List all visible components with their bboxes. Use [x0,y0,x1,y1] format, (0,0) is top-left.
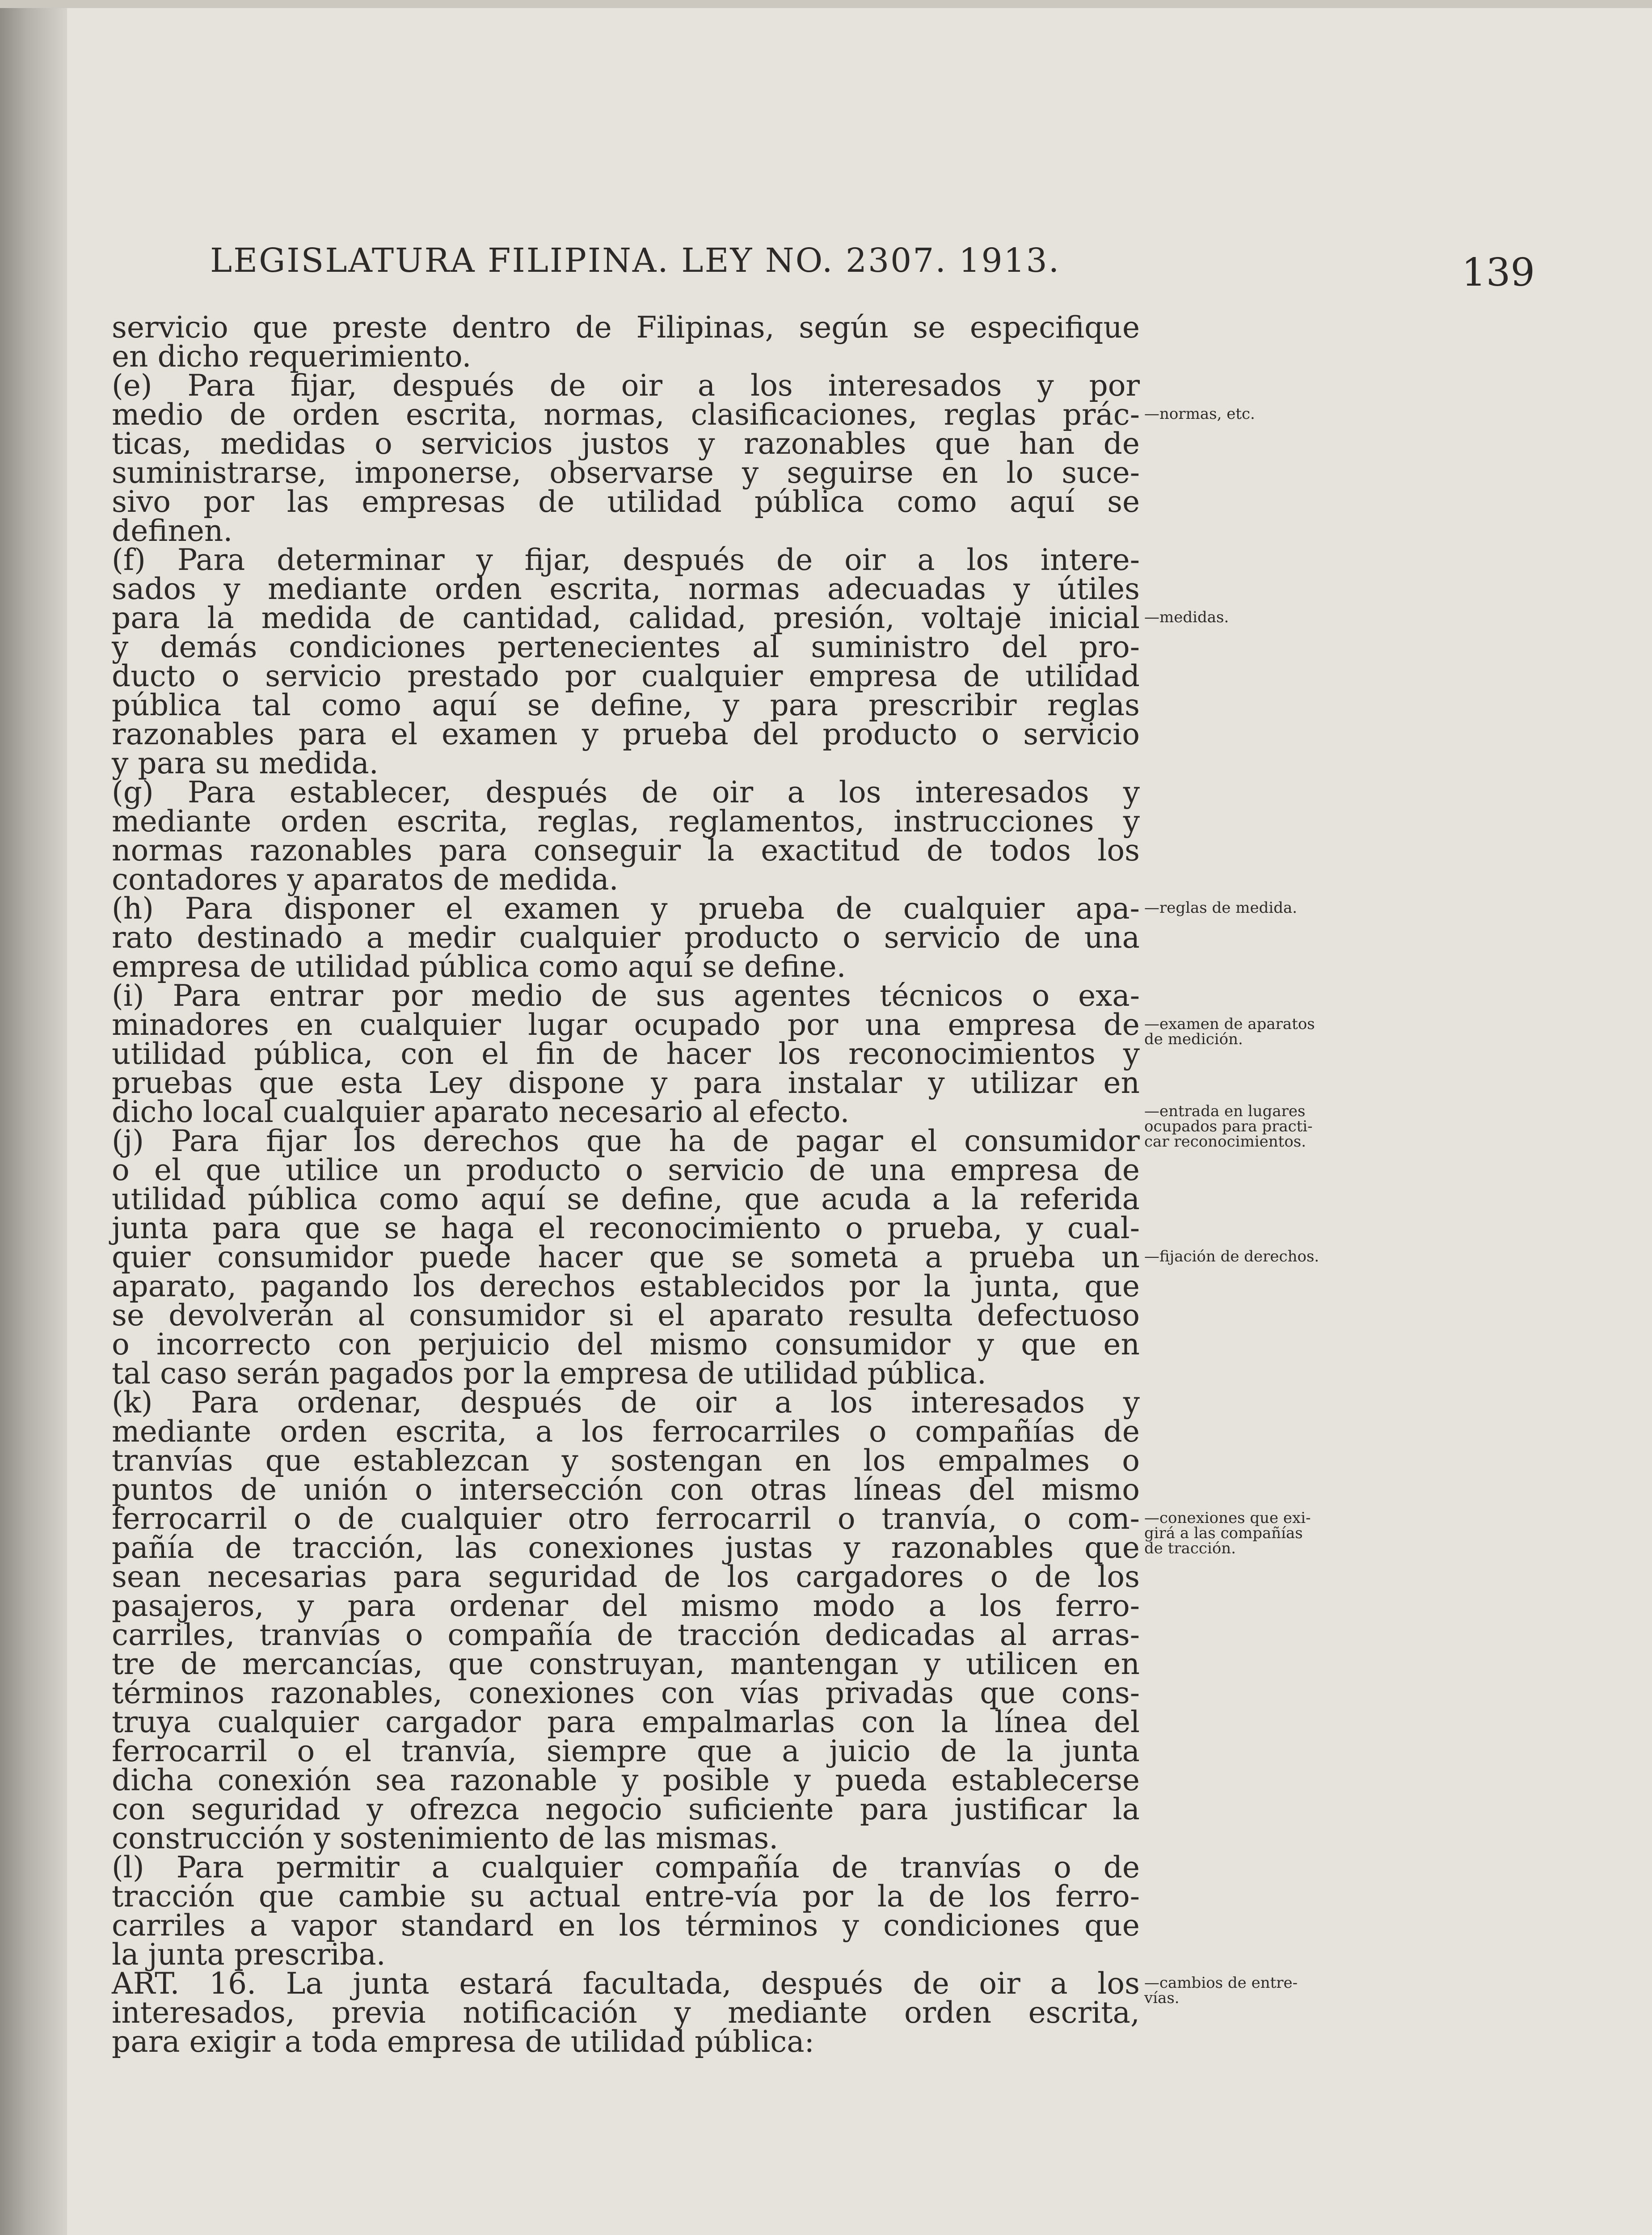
page-header [210,232,1551,295]
text-line: sean necesarias para seguridad de los cargadores o de los [112,1560,1140,1594]
margin-note-line: de medición. [1144,1030,1243,1048]
text-line: pañía de tracción, las conexiones justas y razonables que [112,1531,1140,1565]
paragraph [112,310,1140,374]
margin-note-line: car reconocimientos. [1144,1133,1306,1151]
text-line: con seguridad y ofrezca negocio suficiente para justificar la [112,1792,1140,1826]
paragraph [112,775,1140,897]
book-binding-shadow [0,0,67,2235]
text-line: contadores y aparatos de medida. [112,862,619,897]
text-line: utilidad pública, con el fin de hacer los reconocimientos y [112,1037,1140,1071]
text-line: tal caso serán pagados por la empresa de utilidad pública. [112,1356,986,1391]
text-line: utilidad pública como aquí se define, que acuda a la referida [112,1182,1140,1216]
text-line: ferrocarril o de cualquier otro ferrocarril o tranvía, o com- [112,1501,1140,1536]
text-line: carriles, tranvías o compañía de tracción dedicadas al arras- [112,1618,1140,1652]
text-line: (e) Para fijar, después de oir a los interesados y por [112,368,1140,403]
text-line: rato destinado a medir cualquier producto o servicio de una [112,920,1140,955]
margin-note-line: —fijación de derechos. [1144,1248,1319,1265]
text-line: (l) Para permitir a cualquier compañía de tranvías o de [112,1850,1140,1885]
text-line: minadores en cualquier lugar ocupado por una empresa de [112,1008,1140,1042]
paragraph [112,978,1140,1129]
margin-note [1144,406,1395,422]
text-line: en dicho requerimiento. [112,339,472,374]
text-line: tracción que cambie su actual entre-vía por la de los ferro- [112,1879,1140,1914]
text-line: la junta prescriba. [112,1937,386,1972]
text-line: truya cualquier cargador para empalmarlas con la línea del [112,1705,1140,1739]
text-line: (h) Para disponer el examen y prueba de cualquier apa- [112,891,1140,926]
paragraph [112,891,1140,984]
margin-note-line: vías. [1144,1989,1180,2007]
text-line: interesados, previa notificación y mediante orden escrita, [112,1995,1140,2030]
text-line: ART. 16. La junta estará facultada, después de oir a los [112,1966,1140,2001]
paragraph [112,1385,1140,1855]
text-line: definen. [112,514,233,548]
margin-note [1144,1016,1395,1047]
text-line: términos razonables, conexiones con vías privadas que cons- [112,1676,1140,1710]
paragraph [112,368,1140,548]
text-line: mediante orden escrita, reglas, reglamentos, instrucciones y [112,804,1140,839]
margin-note-line: —examen de aparatos [1144,1015,1315,1033]
text-line: y demás condiciones pertenecientes al suministro del pro- [112,630,1140,664]
margin-note-line: —cambios de entre- [1144,1974,1298,1992]
text-line: dicha conexión sea razonable y posible y pueda establecerse [112,1763,1140,1797]
margin-note-line: de tracción. [1144,1539,1236,1557]
margin-note-line: —medidas. [1144,608,1229,626]
margin-note-line: —entrada en lugares [1144,1102,1306,1120]
text-line: o incorrecto con perjuicio del mismo consumidor y que en [112,1327,1140,1362]
text-line: carriles a vapor standard en los términos y condiciones que [112,1908,1140,1943]
paragraph [112,1966,1140,2059]
text-line: dicho local cualquier aparato necesario al efecto. [112,1095,850,1129]
running-title: LEGISLATURA FILIPINA. LEY NO. 2307. 1913. [210,241,1061,280]
text-line: y para su medida. [112,746,379,780]
margin-note [1144,1249,1395,1264]
text-line: se devolverán al consumidor si el aparato resulta defectuoso [112,1298,1140,1333]
text-line: (j) Para fijar los derechos que ha de pagar el consumidor [112,1124,1140,1158]
text-line: ticas, medidas o servicios justos y razonables que han de [112,426,1140,461]
text-line: pasajeros, y para ordenar del mismo modo a los ferro- [112,1589,1140,1623]
text-line: medio de orden escrita, normas, clasificaciones, reglas prác- [112,397,1140,432]
margin-note-line: girá a las compañías [1144,1524,1303,1542]
text-line: ferrocarril o el tranvía, siempre que a juicio de la junta [112,1734,1140,1768]
text-line: suministrarse, imponerse, observarse y seguirse en lo suce- [112,455,1140,490]
margin-note [1144,1975,1395,2006]
text-line: normas razonables para conseguir la exactitud de todos los [112,833,1140,868]
text-line: o el que utilice un producto o servicio de una empresa de [112,1153,1140,1187]
text-line: sados y mediante orden escrita, normas adecuadas y útiles [112,572,1140,606]
text-line: para la medida de cantidad, calidad, presión, voltaje inicial [112,601,1140,635]
text-line: mediante orden escrita, a los ferrocarriles o compañías de [112,1414,1140,1449]
text-line: (i) Para entrar por medio de sus agentes técnicos o exa- [112,978,1140,1013]
margin-note [1144,1510,1395,1556]
text-line: pruebas que esta Ley dispone y para instalar y utilizar en [112,1066,1140,1100]
margin-note-line: —normas, etc. [1144,405,1255,423]
text-line: quier consumidor puede hacer que se someta a prueba un [112,1240,1140,1274]
margin-note-line: —conexiones que exi- [1144,1509,1311,1527]
text-line: junta para que se haga el reconocimiento o prueba, y cual- [112,1211,1140,1245]
margin-note-line: —reglas de medida. [1144,899,1298,917]
margin-note [1144,900,1395,915]
text-line: (k) Para ordenar, después de oir a los interesados y [112,1385,1140,1420]
page-number: 139 [1462,250,1535,295]
text-line: pública tal como aquí se define, y para prescribir reglas [112,688,1140,722]
text-line: aparato, pagando los derechos establecidos por la junta, que [112,1269,1140,1303]
text-line: ducto o servicio prestado por cualquier empresa de utilidad [112,659,1140,693]
text-line: construcción y sostenimiento de las mismas. [112,1821,779,1855]
paragraph [112,545,1140,778]
text-line: puntos de unión o intersección con otras líneas del mismo [112,1472,1140,1507]
text-line: para exigir a toda empresa de utilidad pública: [112,2024,814,2059]
paragraph [112,1850,1140,1972]
text-line: razonables para el examen y prueba del producto o servicio [112,717,1140,751]
body-text [112,310,1140,2059]
text-line: tranvías que establezcan y sostengan en los empalmes o [112,1443,1140,1478]
text-line: tre de mercancías, que construyan, mantengan y utilicen en [112,1647,1140,1681]
text-line: servicio que preste dentro de Filipinas, según se especifique [112,310,1140,345]
text-line: sivo por las empresas de utilidad pública como aquí se [112,485,1140,519]
text-line: (f) Para determinar y fijar, después de oir a los intere- [112,543,1140,577]
page-top-edge [0,0,1652,8]
margin-note [1144,1104,1395,1149]
margin-note-line: ocupados para practi- [1144,1118,1313,1135]
text-line: (g) Para establecer, después de oir a los interesados y [112,775,1140,810]
text-line: empresa de utilidad pública como aquí se define. [112,949,846,984]
paragraph [112,1124,1140,1391]
margin-note [1144,610,1395,625]
